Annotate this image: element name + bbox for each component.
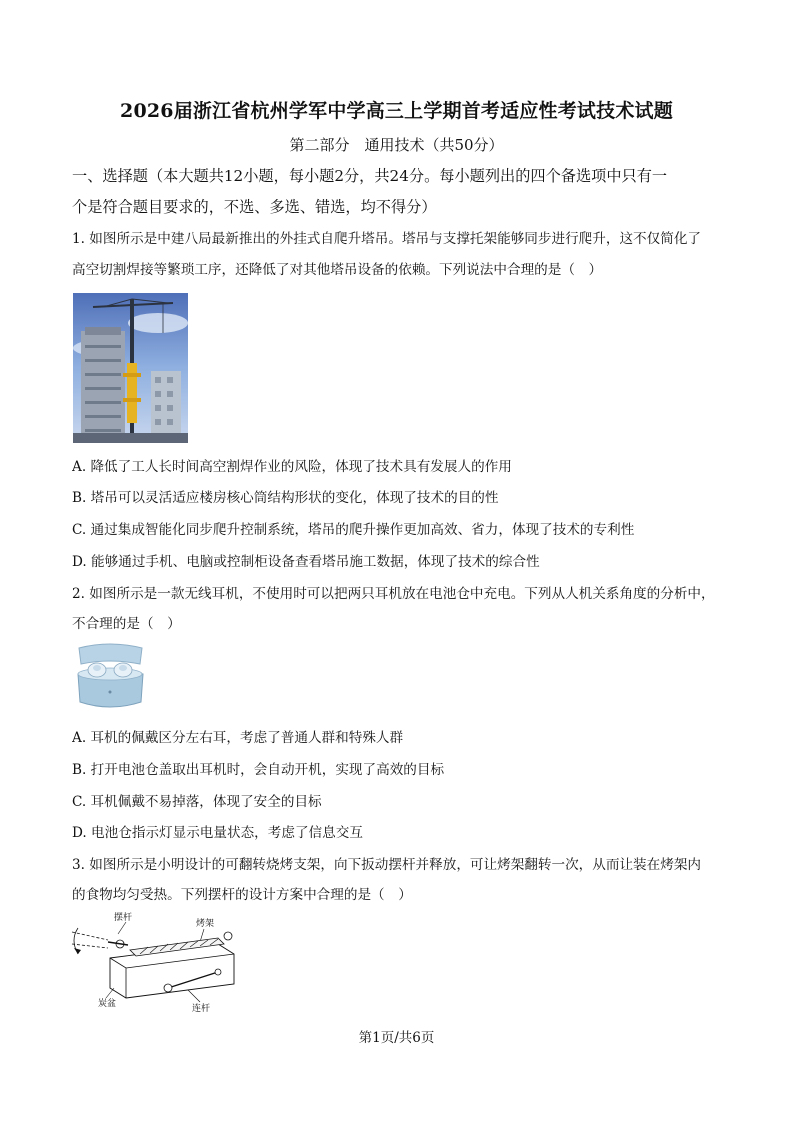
question-2-stem-line1: 2. 如图所示是一款无线耳机，不使用时可以把两只耳机放在电池仓中充电。下列从人机关系角度的分析中，	[72, 586, 715, 602]
question-1-option-d: D. 能够通过手机、电脑或控制柜设备查看塔吊施工数据，体现了技术的综合性	[72, 554, 540, 570]
grill-stand-diagram	[68, 910, 248, 1015]
label-connecting-rod: 连杆	[192, 1004, 211, 1014]
question-1-option-b: B. 塔吊可以灵活适应楼房核心筒结构形状的变化，体现了技术的目的性	[72, 490, 499, 506]
question-1-option-a: A. 降低了工人长时间高空割焊作业的风险，体现了技术具有发展人的作用	[72, 459, 512, 475]
tower-crane-photo	[73, 293, 188, 443]
label-charcoal-basin: 炭盆	[98, 999, 117, 1009]
earbuds-illustration	[73, 642, 148, 714]
question-3-stem-line1: 3. 如图所示是小明设计的可翻转烧烤支架，向下扳动摆杆并释放，可让烤架翻转一次，从而让装在烤架内	[72, 857, 702, 873]
question-2-option-d: D. 电池仓指示灯显示电量状态，考虑了信息交互	[72, 825, 363, 841]
page-title: 2026届浙江省杭州学军中学高三上学期首考适应性考试技术试题	[120, 100, 673, 122]
grill-stand-illustration	[68, 910, 248, 1015]
question-1-stem-line2: 高空切割焊接等繁琐工序，还降低了对其他塔吊设备的依赖。下列说法中合理的是（ ）	[72, 262, 603, 278]
question-1-option-c: C. 通过集成智能化同步爬升控制系统，塔吊的爬升操作更加高效、省力，体现了技术的专利性	[72, 522, 635, 538]
question-1-stem-line1: 1. 如图所示是中建八局最新推出的外挂式自爬升塔吊。塔吊与支撑托架能够同步进行爬升，这不仅简化了	[72, 231, 702, 247]
page-subtitle: 第二部分 通用技术（共50分）	[289, 136, 504, 154]
section-heading-line1: 一、选择题（本大题共12小题，每小题2分，共24分。每小题列出的四个备选项中只有一	[72, 167, 668, 185]
tower-crane-illustration	[73, 293, 188, 443]
question-2-option-a: A. 耳机的佩戴区分左右耳，考虑了普通人群和特殊人群	[72, 730, 404, 746]
page-footer: 第1页/共6页	[358, 1030, 435, 1046]
question-3-stem-line2: 的食物均匀受热。下列摆杆的设计方案中合理的是（ ）	[72, 887, 412, 903]
question-2-option-c: C. 耳机佩戴不易掉落，体现了安全的目标	[72, 794, 322, 810]
label-grill-rack: 烤架	[196, 919, 215, 929]
section-heading-line2: 个是符合题目要求的，不选、多选、错选，均不得分）	[72, 198, 437, 216]
earbuds-photo	[73, 642, 148, 714]
question-2-option-b: B. 打开电池仓盖取出耳机时，会自动开机，实现了高效的目标	[72, 762, 445, 778]
question-2-stem-line2: 不合理的是（ ）	[72, 616, 181, 632]
label-swing-rod: 摆杆	[114, 913, 133, 923]
